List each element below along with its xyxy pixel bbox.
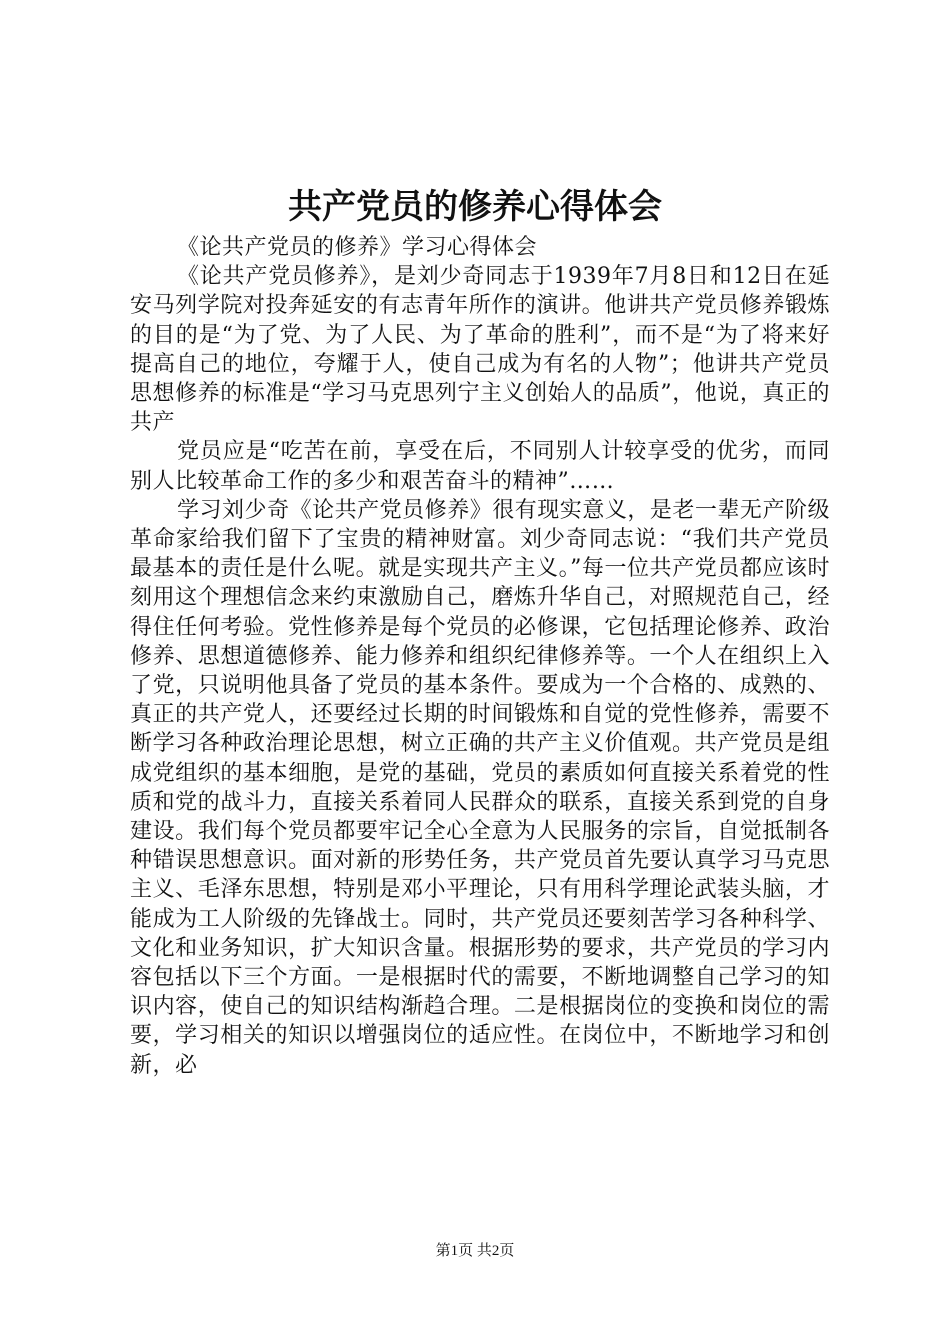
paragraph-subtitle: 《论共产党员的修养》学习心得体会: [177, 235, 538, 260]
paragraph-2: 党员应是“吃苦在前，享受在后，不同别人计较享受的优劣，而同别人比较革命工作的多少和艰苦奋斗的精神”……: [130, 439, 830, 494]
paragraph-1: 《论共产党员修养》，是刘少奇同志于1939年7月8日和12日在延安马列学院对投奔延安的有志青年所作的演讲。他讲共产党员修养锻炼的目的是“为了党、为了人民、为了革命的胜利”，而不是“为了将来好提高自己的地位，夸耀于人，使自己成为有名的人物”；他讲共产党员思想修养的标准是“学习马克思列宁主义创始人的品质”，他说，真正的共产: [130, 264, 830, 436]
page-footer: 第1页 共2页: [435, 1243, 515, 1259]
paragraph-3: 学习刘少奇《论共产党员修养》很有现实意义，是老一辈无产阶级革命家给我们留下了宝贵的精神财富。刘少奇同志说：“我们共产党员最基本的责任是什么呢。就是实现共产主义。”每一位共产党员都应该时刻用这个理想信念来约束激励自己，磨炼升华自己，对照规范自己，经得住任何考验。党性修养是每个党员的必修课，它包括理论修养、政治修养、思想道德修养、能力修养和组织纪律修养等。一个人在组织上入了党，只说明他具备了党员的基本条件。要成为一个合格的、成熟的、真正的共产党人，还要经过长期的时间锻炼和自觉的党性修养，需要不断学习各种政治理论思想，树立正确的共产主义价值观。共产党员是组成党组织的基本细胞，是党的基础，党员的素质如何直接关系着党的性质和党的战斗力，直接关系着同人民群众的联系，直接关系到党的自身建设。我们每个党员都要牢记全心全意为人民服务的宗旨，自觉抵制各种错误思想意识。面对新的形势任务，共产党员首先要认真学习马克思主义、毛泽东思想，特别是邓小平理论，只有用科学理论武装头脑，才能成为工人阶级的先锋战士。同时，共产党员还要刻苦学习各种科学、文化和业务知识，扩大知识含量。根据形势的要求，共产党员的学习内容包括以下三个方面。一是根据时代的需要，不断地调整自己学习的知识内容，使自己的知识结构渐趋合理。二是根据岗位的变换和岗位的需要，学习相关的知识以增强岗位的适应性。在岗位中，不断地学习和创新，必: [130, 497, 830, 1078]
document-title: 共产党员的修养心得体会: [288, 187, 662, 227]
document-body: [130, 233, 830, 1080]
